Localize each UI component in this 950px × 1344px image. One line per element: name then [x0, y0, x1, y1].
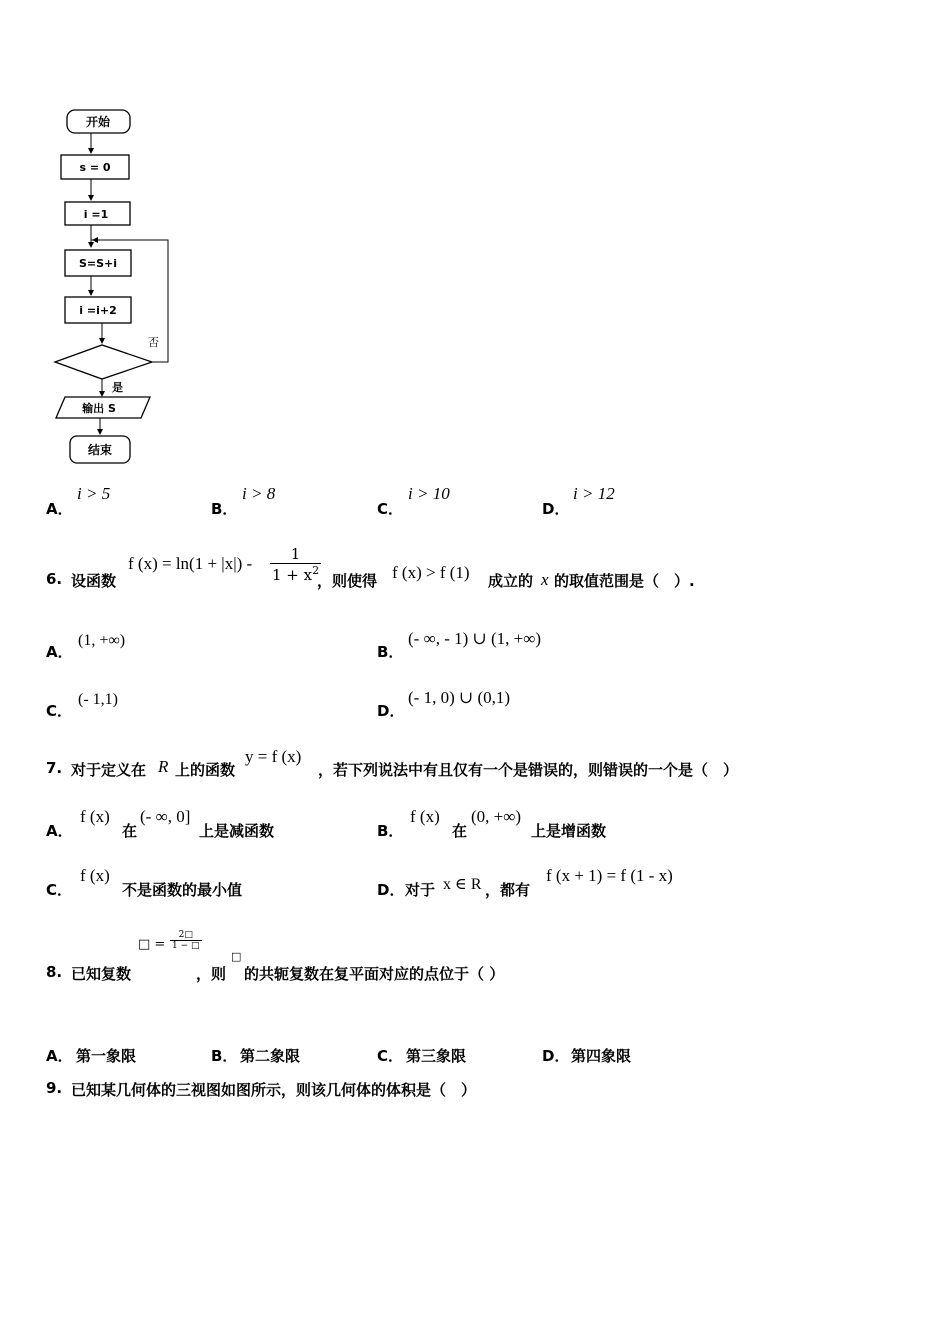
i-init-text: i =1 [83, 208, 109, 221]
q5-option-b-math: i > 8 [242, 484, 276, 503]
q7-var-r: R [158, 757, 169, 776]
q8-option-a-text: 第一象限 [76, 1047, 137, 1065]
q6-option-c-label: C． [46, 702, 73, 720]
q8-option-b-label: B． [211, 1047, 238, 1065]
q6-option-d-label: D． [377, 702, 405, 720]
q8-fraction [170, 930, 202, 951]
q7-option-d-text1: ，都有 [485, 881, 531, 899]
q7-text3: ，若下列说法中有且仅有一个是错误的，则错误的一个是（ ） [318, 761, 739, 779]
update-i-text: i =i+2 [79, 304, 117, 317]
q8-option-c-text: 第三象限 [406, 1047, 467, 1065]
decision-diamond [55, 345, 152, 379]
q9-text: 已知某几何体的三视图如图所示，则该几何体的体积是（ ） [71, 1081, 477, 1099]
q7-option-c-label: C． [46, 881, 73, 899]
start-text: 开始 [85, 115, 111, 129]
q7-text2: 上的函数 [175, 761, 236, 779]
end-text: 结束 [87, 443, 113, 457]
q7-option-c-text1: 不是函数的最小值 [122, 881, 243, 899]
q6-text3: 成立的 [488, 572, 534, 590]
q7-option-d-text0: 对于 [405, 881, 436, 899]
q6-option-d-math: (- 1, 0) ∪ (0,1) [408, 688, 511, 707]
q7-option-d-math2: f (x + 1) = f (1 - x) [546, 866, 673, 885]
q6-number: 6. [46, 570, 63, 588]
q5-option-d-math: i > 12 [573, 484, 615, 503]
s-init-text: s = 0 [79, 161, 111, 174]
update-s-text: S=S+i [78, 257, 118, 270]
q5-option-b-label: B． [211, 500, 238, 518]
q6-function-lhs: f (x) = ln(1 + |x|) - [128, 554, 253, 573]
q5-option-c-label: C． [377, 500, 404, 518]
q8-option-d-text: 第四象限 [571, 1047, 632, 1065]
q6-condition: f (x) > f (1) [392, 563, 470, 582]
q7-option-b-text2: 上是增函数 [531, 822, 607, 840]
q7-function: y = f (x) [245, 747, 302, 766]
q6-option-c-math: (- 1,1) [78, 691, 118, 708]
q7-text1: 对于定义在 [71, 761, 147, 779]
q7-option-b-label: B． [377, 822, 404, 840]
q8-frac-lhs: □ = [138, 937, 166, 952]
q7-option-d-label: D． [377, 881, 405, 899]
q8-option-d-label: D． [542, 1047, 570, 1065]
q8-text1: 已知复数 [71, 965, 132, 983]
q7-option-b-math2: (0, +∞) [471, 807, 522, 826]
q8-option-a-label: A． [46, 1047, 73, 1065]
q6-option-a-math: (1, +∞) [78, 632, 126, 649]
q6-option-b-math: (- ∞, - 1) ∪ (1, +∞) [408, 629, 542, 648]
q5-option-c-math: i > 10 [408, 484, 450, 503]
q6-text1: 设函数 [71, 572, 117, 590]
q7-option-a-label: A． [46, 822, 73, 840]
q5-option-a-math: i > 5 [77, 484, 111, 503]
q6-frac-num: 1 [270, 545, 321, 564]
q7-option-a-text1: 在 [122, 822, 138, 840]
q8-frac-num: 2□ [170, 930, 202, 941]
no-label: 否 [148, 336, 159, 349]
q7-option-b-text1: 在 [452, 822, 468, 840]
q7-option-b-math1: f (x) [410, 807, 440, 826]
flowchart [40, 100, 190, 470]
q8-frac-den: 1 − □ [172, 941, 200, 951]
q6-var: x [541, 570, 549, 589]
q7-option-a-math1: f (x) [80, 807, 110, 826]
yes-label: 是 [112, 381, 123, 394]
q6-text2: ，则使得 [317, 572, 378, 590]
q8-text3: 的共轭复数在复平面对应的点位于（ ） [244, 965, 505, 983]
q7-option-d-math1: x ∈ R [443, 876, 482, 893]
q7-option-a-math2: (- ∞, 0] [140, 807, 191, 826]
q9-number: 9. [46, 1079, 63, 1097]
output-text: 输出 S [82, 402, 116, 415]
q5-option-a-label: A． [46, 500, 73, 518]
q8-option-b-text: 第二象限 [240, 1047, 301, 1065]
q8-box: □ [231, 950, 242, 963]
q6-frac-den: $1 + x^2$ [272, 564, 320, 584]
q8-text2: ，则 [196, 965, 227, 983]
q8-number: 8. [46, 963, 63, 981]
q6-text4: 的取值范围是（ ）. [554, 572, 695, 590]
q6-function-fraction [270, 545, 321, 584]
q7-number: 7. [46, 759, 63, 777]
q6-option-a-label: A． [46, 643, 73, 661]
q5-option-d-label: D． [542, 500, 570, 518]
q7-option-c-math1: f (x) [80, 866, 110, 885]
q6-option-b-label: B． [377, 643, 404, 661]
q8-option-c-label: C． [377, 1047, 404, 1065]
q7-option-a-text2: 上是减函数 [199, 822, 275, 840]
